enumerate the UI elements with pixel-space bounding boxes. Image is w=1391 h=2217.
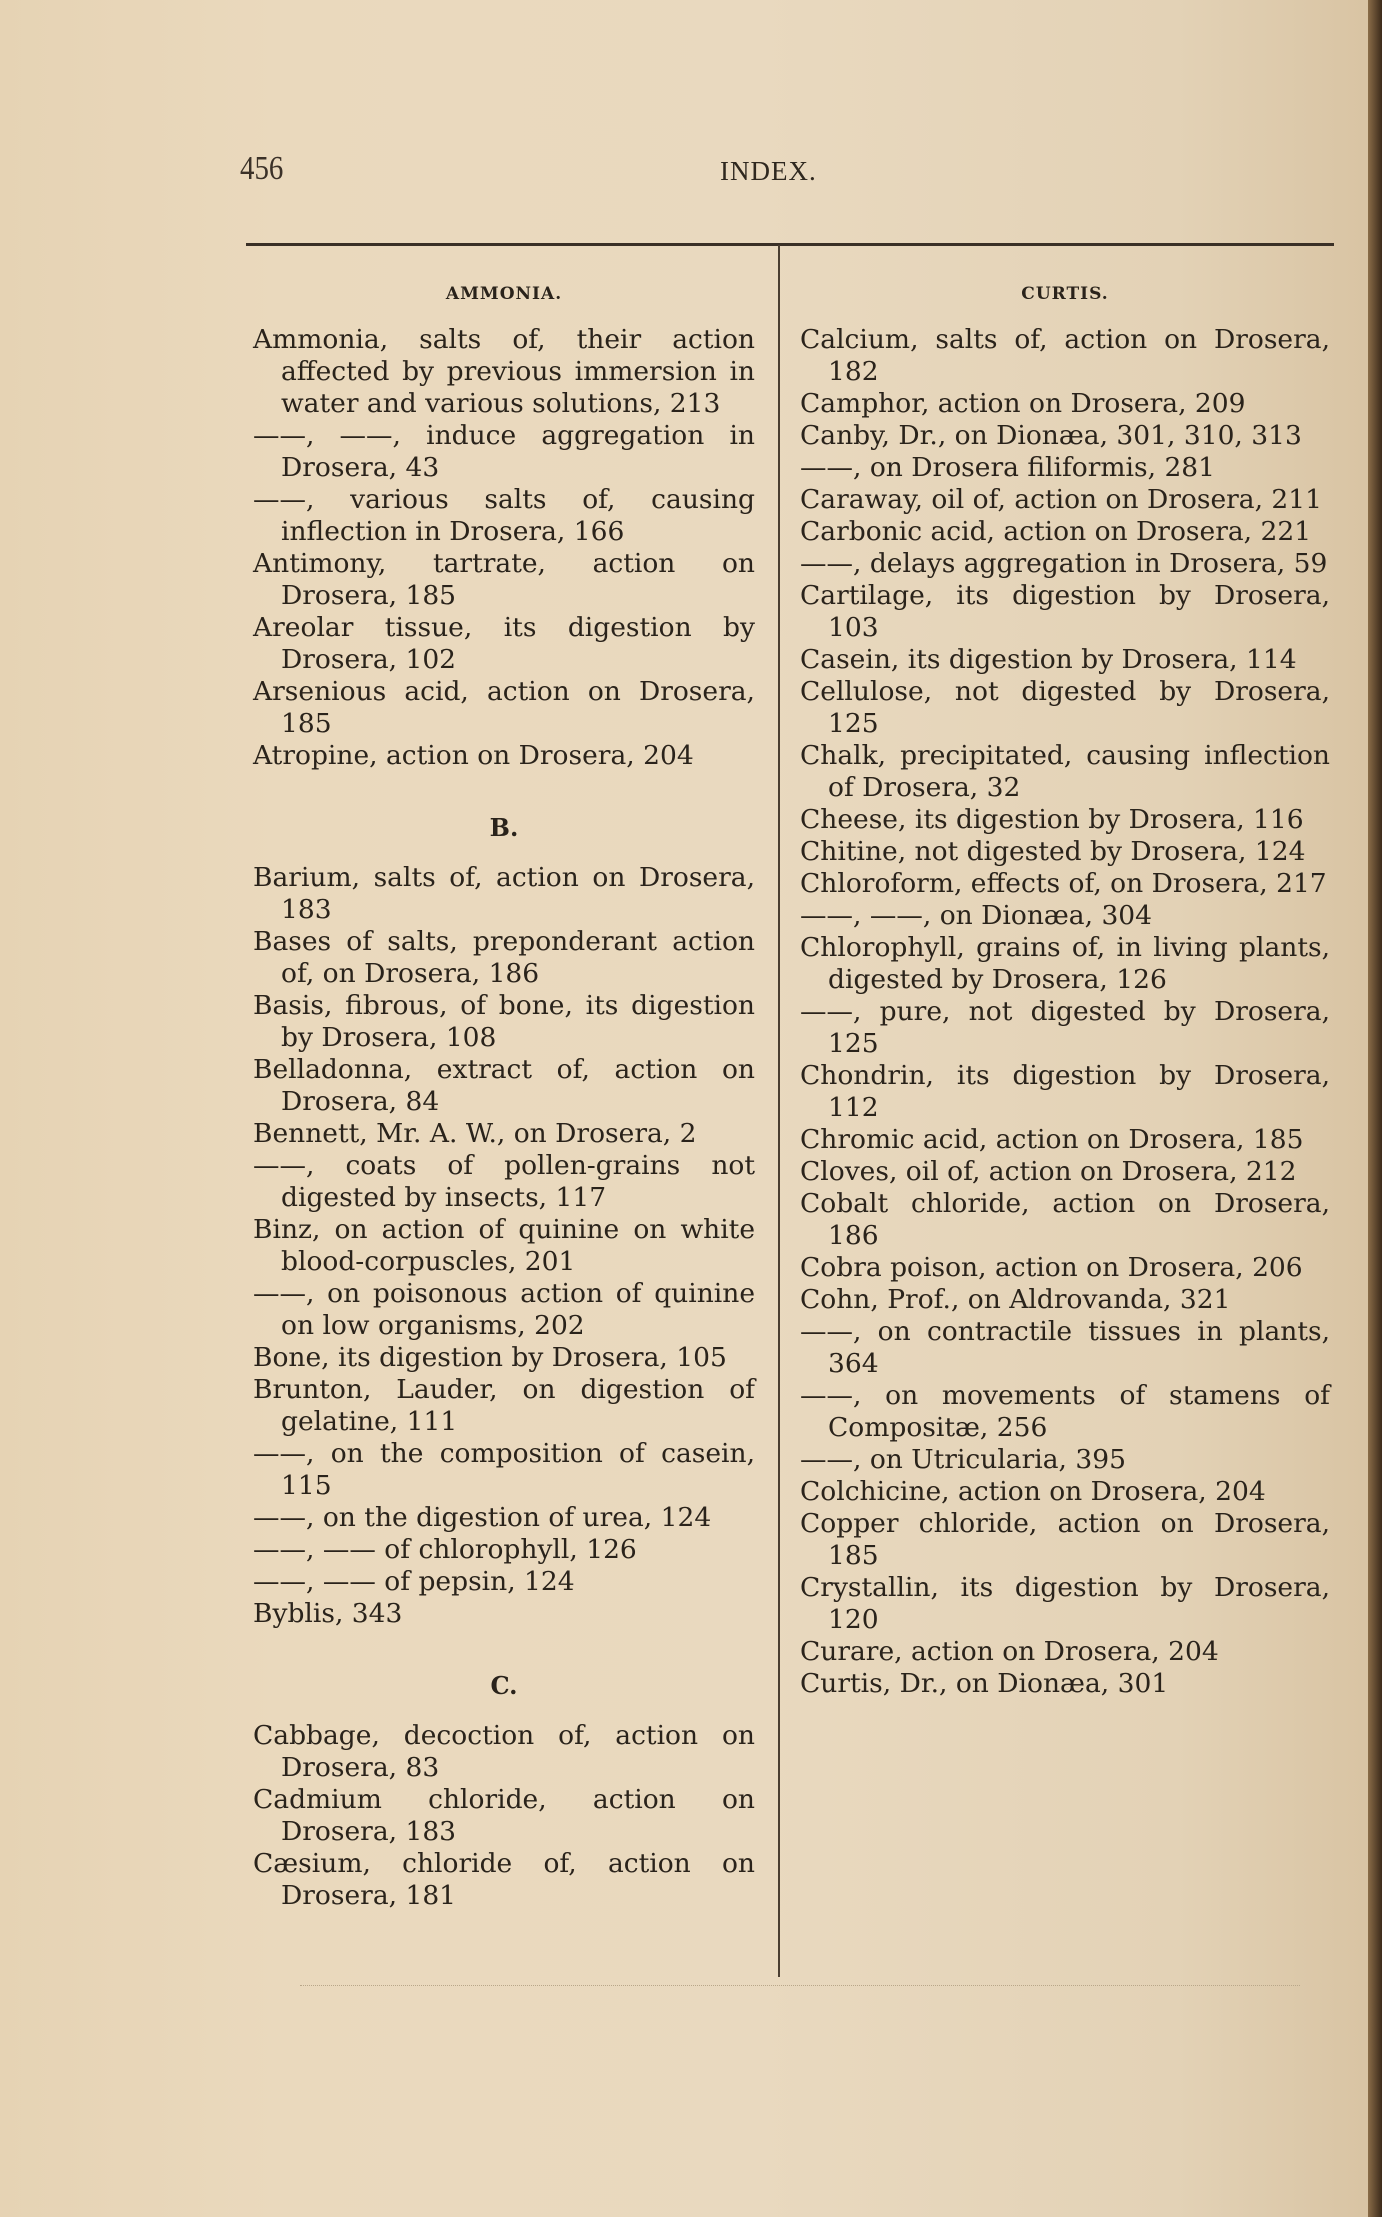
index-entry: Bases of salts, preponderant action of, on Drosera, 186 [253, 926, 755, 989]
index-entry: ——, on the digestion of urea, 124 [253, 1502, 712, 1533]
index-entry: Caraway, oil of, action on Drosera, 211 [800, 484, 1323, 515]
index-entry: Areolar tissue, its digestion by Drosera, 102 [253, 612, 755, 675]
index-entry: Casein, its digestion by Drosera, 114 [800, 644, 1297, 675]
right-column [800, 270, 1330, 1700]
index-entry: Belladonna, extract of, action on Drosera, 84 [253, 1054, 755, 1117]
index-entry: Cæsium, chloride of, action on Drosera, 181 [253, 1848, 755, 1911]
index-entry: ——, various salts of, causing inflection in Drosera, 166 [253, 484, 755, 547]
index-entry: Basis, fibrous, of bone, its digestion by Drosera, 108 [253, 990, 755, 1053]
footer-show-through [300, 1985, 1300, 1988]
book-spine-edge [1368, 0, 1382, 2217]
index-entry: Atropine, action on Drosera, 204 [253, 740, 694, 771]
index-entry: ——, delays aggregation in Drosera, 59 [800, 548, 1328, 579]
index-entry: Camphor, action on Drosera, 209 [800, 388, 1246, 419]
page-number: 456 [240, 150, 284, 187]
index-entry: Bennett, Mr. A. W., on Drosera, 2 [253, 1118, 697, 1149]
index-entry: ——, coats of pollen-grains not digested by insects, 117 [253, 1150, 755, 1213]
index-entry: Calcium, salts of, action on Drosera, 182 [800, 324, 1330, 387]
page-header [240, 150, 1220, 210]
index-entry: Bone, its digestion by Drosera, 105 [253, 1342, 727, 1373]
index-entry: ——, on the composition of casein, 115 [253, 1438, 755, 1501]
index-entry: Canby, Dr., on Dionæa, 301, 310, 313 [800, 420, 1302, 451]
index-entry: Cartilage, its digestion by Drosera, 103 [800, 580, 1330, 643]
index-entry: Cobra poison, action on Drosera, 206 [800, 1252, 1303, 1283]
left-index-groups [253, 324, 755, 1912]
index-entry: Byblis, 343 [253, 1598, 403, 1629]
index-entry: Cellulose, not digested by Drosera, 125 [800, 676, 1330, 739]
index-entry: Chromic acid, action on Drosera, 185 [800, 1124, 1304, 1155]
guide-word-right: CURTIS. [1021, 284, 1109, 304]
index-entry: Colchicine, action on Drosera, 204 [800, 1476, 1266, 1507]
index-entry: Cadmium chloride, action on Drosera, 183 [253, 1784, 755, 1847]
index-entry: Chloroform, effects of, on Drosera, 217 [800, 868, 1327, 899]
index-entry: Cobalt chloride, action on Drosera, 186 [800, 1188, 1330, 1251]
index-entry: Brunton, Lauder, on digestion of gelatine, 111 [253, 1374, 755, 1437]
index-entry: Binz, on action of quinine on white blood-corpuscles, 201 [253, 1214, 755, 1277]
index-entry: Crystallin, its digestion by Drosera, 120 [800, 1572, 1330, 1635]
index-entry: ——, —— of chlorophyll, 126 [253, 1534, 637, 1565]
index-entry: ——, ——, on Dionæa, 304 [800, 900, 1153, 931]
index-entry: ——, —— of pepsin, 124 [253, 1566, 575, 1597]
index-entry: Curtis, Dr., on Dionæa, 301 [800, 1668, 1169, 1699]
section-letter: C. [490, 1671, 518, 1700]
index-entry: ——, ——, induce aggregation in Drosera, 43 [253, 420, 755, 483]
index-entry: ——, on Drosera filiformis, 281 [800, 452, 1216, 483]
index-entry: ——, pure, not digested by Drosera, 125 [800, 996, 1330, 1059]
index-entry: ——, on poisonous action of quinine on low organisms, 202 [253, 1278, 755, 1341]
index-entry: Chondrin, its digestion by Drosera, 112 [800, 1060, 1330, 1123]
index-entry: Cheese, its digestion by Drosera, 116 [800, 804, 1304, 835]
index-entry: Ammonia, salts of, their action affected by previous immersion in water and various solutions, 213 [253, 324, 755, 419]
column-divider [778, 245, 780, 1977]
guide-word-left: AMMONIA. [445, 284, 563, 304]
index-entry: Chlorophyll, grains of, in living plants, digested by Drosera, 126 [800, 932, 1330, 995]
header-rule [246, 243, 1334, 246]
index-entry: Arsenious acid, action on Drosera, 185 [253, 676, 755, 739]
running-head: INDEX. [720, 156, 817, 186]
index-entry: Curare, action on Drosera, 204 [800, 1636, 1219, 1667]
index-entry: Barium, salts of, action on Drosera, 183 [253, 862, 755, 925]
index-entry: Cabbage, decoction of, action on Drosera, 83 [253, 1720, 755, 1783]
index-entry: Cohn, Prof., on Aldrovanda, 321 [800, 1284, 1231, 1315]
section-letter: B. [489, 813, 519, 842]
right-index-entries [800, 324, 1330, 1700]
index-entry: ——, on contractile tissues in plants, 364 [800, 1316, 1330, 1379]
index-entry: Chalk, precipitated, causing inflection of Drosera, 32 [800, 740, 1330, 803]
index-entry: ——, on movements of stamens of Compositæ, 256 [800, 1380, 1330, 1443]
index-entry: Carbonic acid, action on Drosera, 221 [800, 516, 1312, 547]
index-entry: Copper chloride, action on Drosera, 185 [800, 1508, 1330, 1571]
index-entry: Antimony, tartrate, action on Drosera, 185 [253, 548, 755, 611]
index-entry: Cloves, oil of, action on Drosera, 212 [800, 1156, 1297, 1187]
index-entry: ——, on Utricularia, 395 [800, 1444, 1126, 1475]
index-entry: Chitine, not digested by Drosera, 124 [800, 836, 1306, 867]
left-column [253, 270, 755, 1912]
